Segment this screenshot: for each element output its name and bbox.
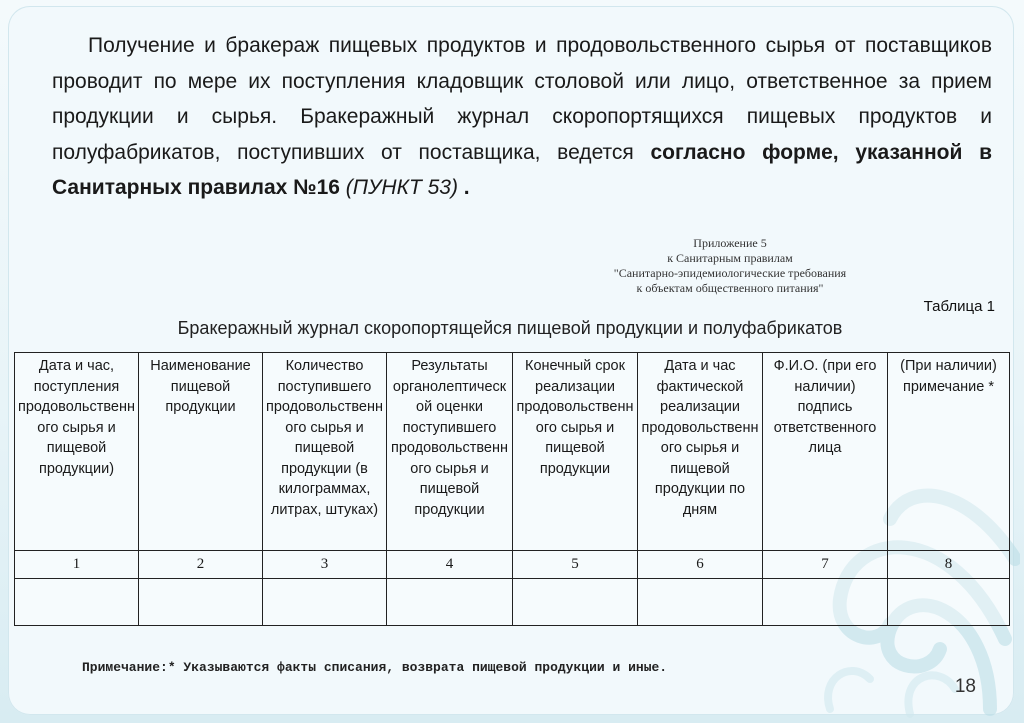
- column-header: Конечный срок реализации продовольственного сырья и пищевой продукции: [513, 353, 638, 551]
- appendix-line: Приложение 5: [693, 236, 767, 250]
- empty-entry-row: [15, 578, 1010, 625]
- appendix-reference: [560, 236, 900, 296]
- column-header: Дата и час, поступления продовольственного сырья и пищевой продукции): [15, 353, 139, 551]
- empty-cell: [638, 578, 763, 625]
- column-number: 3: [263, 551, 387, 579]
- column-number: 7: [763, 551, 888, 579]
- empty-cell: [513, 578, 638, 625]
- column-number-row: [15, 551, 1010, 579]
- intro-text: Получение и бракераж пищевых продуктов и продовольственного сырья от поставщиков проводит по мере их поступления кладовщик столовой или лицо, ответственное за прием продукции и сырья. Бракеражный журнал скоропортящихся пищевых продуктов и полуфабрикатов, поступивших от поставщика, ведется: [52, 34, 992, 164]
- column-number: 4: [387, 551, 513, 579]
- column-number: 8: [888, 551, 1010, 579]
- intro-clause-reference: (ПУНКТ 53): [339, 176, 464, 199]
- column-header: Ф.И.О. (при его наличии) подпись ответственного лица: [763, 353, 888, 551]
- empty-cell: [15, 578, 139, 625]
- appendix-line: "Санитарно-эпидемиологические требования: [613, 266, 847, 280]
- journal-table: [14, 352, 1010, 626]
- footnote: Примечание:* Указываются факты списания, возврата пищевой продукции и иные.: [82, 660, 668, 675]
- column-header: Результаты органолептической оценки поступившего продовольственного сырья и пищевой продукции: [387, 353, 513, 551]
- intro-paragraph: [52, 28, 992, 206]
- empty-cell: [139, 578, 263, 625]
- table-label: Таблица 1: [923, 298, 995, 315]
- empty-cell: [888, 578, 1010, 625]
- column-number: 6: [638, 551, 763, 579]
- column-header: Наименование пищевой продукции: [139, 353, 263, 551]
- column-number: 1: [15, 551, 139, 579]
- column-header: Дата и час фактической реализации продовольственного сырья и пищевой продукции по дням: [638, 353, 763, 551]
- empty-cell: [763, 578, 888, 625]
- appendix-line: к объектам общественного питания": [636, 281, 824, 295]
- table-header-row: [15, 353, 1010, 551]
- column-header: Количество поступившего продовольственного сырья и пищевой продукции (в килограммах, литрах, штуках): [263, 353, 387, 551]
- column-number: 2: [139, 551, 263, 579]
- intro-period: .: [463, 176, 470, 199]
- appendix-line: к Санитарным правилам: [667, 251, 793, 265]
- column-number: 5: [513, 551, 638, 579]
- page-number: 18: [954, 676, 976, 697]
- empty-cell: [263, 578, 387, 625]
- column-header: (При наличии) примечание *: [888, 353, 1010, 551]
- journal-title: Бракеражный журнал скоропортящейся пищевой продукции и полуфабрикатов: [177, 318, 843, 338]
- intro-bold-reference: согласно форме, указанной в Санитарных правилах №16: [52, 140, 992, 199]
- empty-cell: [387, 578, 513, 625]
